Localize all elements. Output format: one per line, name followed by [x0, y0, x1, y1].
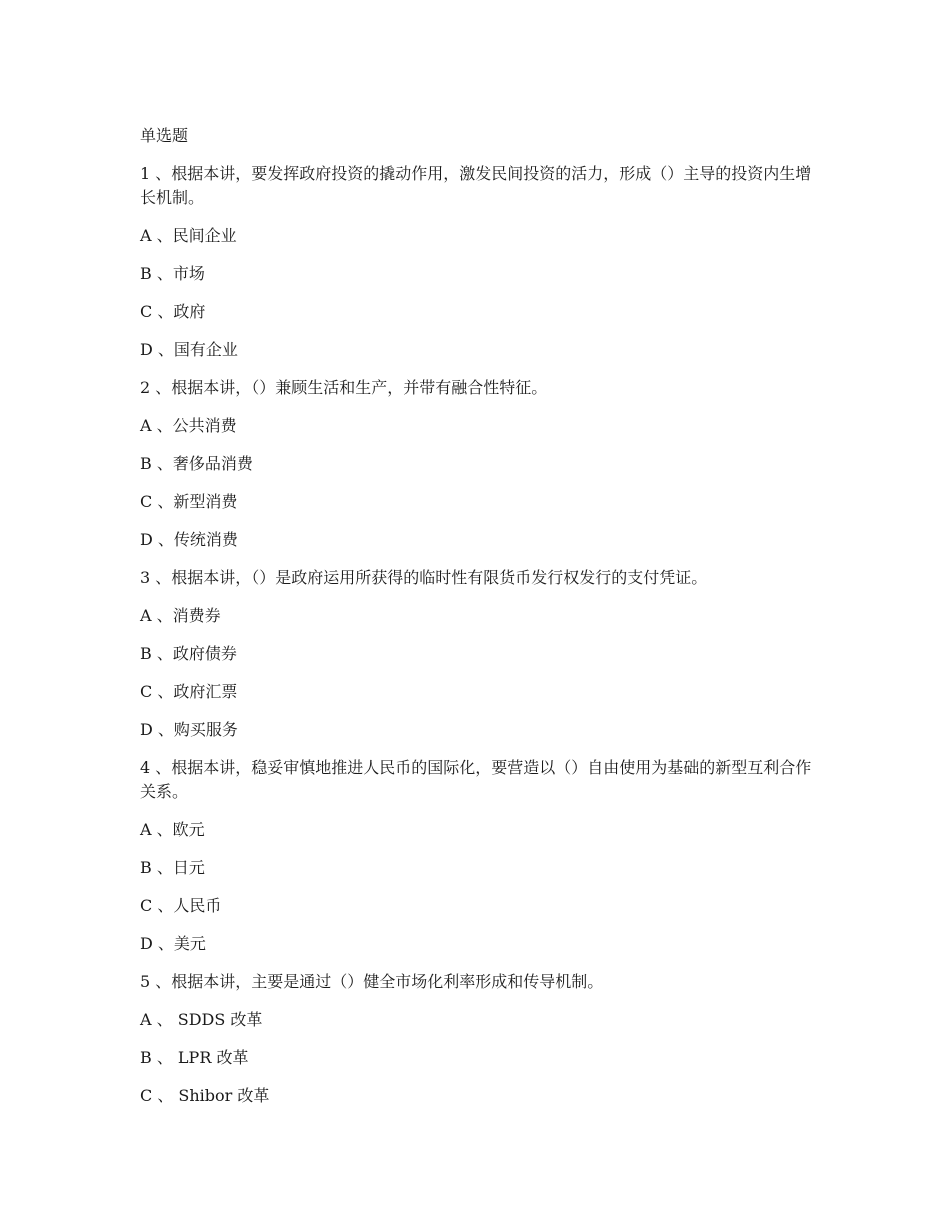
option-d: D 、国有企业 — [140, 340, 238, 359]
option-b: B 、政府债券 — [140, 644, 237, 663]
option-a: A 、公共消费 — [140, 416, 237, 435]
question-text: 4 、根据本讲，稳妥审慎地推进人民币的国际化，要营造以（）自由使用为基础的新型互利合作关系。 — [140, 758, 812, 801]
question-1 — [140, 162, 820, 362]
option-a: A 、欧元 — [140, 820, 205, 839]
option-d: D 、美元 — [140, 934, 206, 953]
question-text: 3 、根据本讲，（）是政府运用所获得的临时性有限货币发行权发行的支付凭证。 — [140, 568, 708, 587]
option-b: B 、 LPR 改革 — [140, 1048, 249, 1067]
option-c: C 、政府 — [140, 302, 206, 321]
question-3 — [140, 566, 820, 742]
option-b: B 、日元 — [140, 858, 205, 877]
option-c: C 、人民币 — [140, 896, 222, 915]
question-text: 5 、根据本讲，主要是通过（）健全市场化利率形成和传导机制。 — [140, 972, 604, 991]
question-2 — [140, 376, 820, 552]
question-text: 1 、根据本讲，要发挥政府投资的撬动作用，激发民间投资的活力，形成（）主导的投资内生增长机制。 — [140, 164, 812, 207]
option-c: C 、政府汇票 — [140, 682, 238, 701]
question-4 — [140, 756, 820, 956]
option-d: D 、购买服务 — [140, 720, 238, 739]
document-page — [140, 124, 820, 1122]
option-c: C 、 Shibor 改革 — [140, 1086, 270, 1105]
option-b: B 、市场 — [140, 264, 205, 283]
option-a: A 、民间企业 — [140, 226, 237, 245]
question-text: 2 、根据本讲，（）兼顾生活和生产，并带有融合性特征。 — [140, 378, 548, 397]
option-c: C 、新型消费 — [140, 492, 238, 511]
question-5 — [140, 970, 820, 1108]
section-title: 单选题 — [140, 126, 189, 145]
option-a: A 、消费券 — [140, 606, 221, 625]
option-b: B 、奢侈品消费 — [140, 454, 253, 473]
option-a: A 、 SDDS 改革 — [140, 1010, 263, 1029]
option-d: D 、传统消费 — [140, 530, 238, 549]
